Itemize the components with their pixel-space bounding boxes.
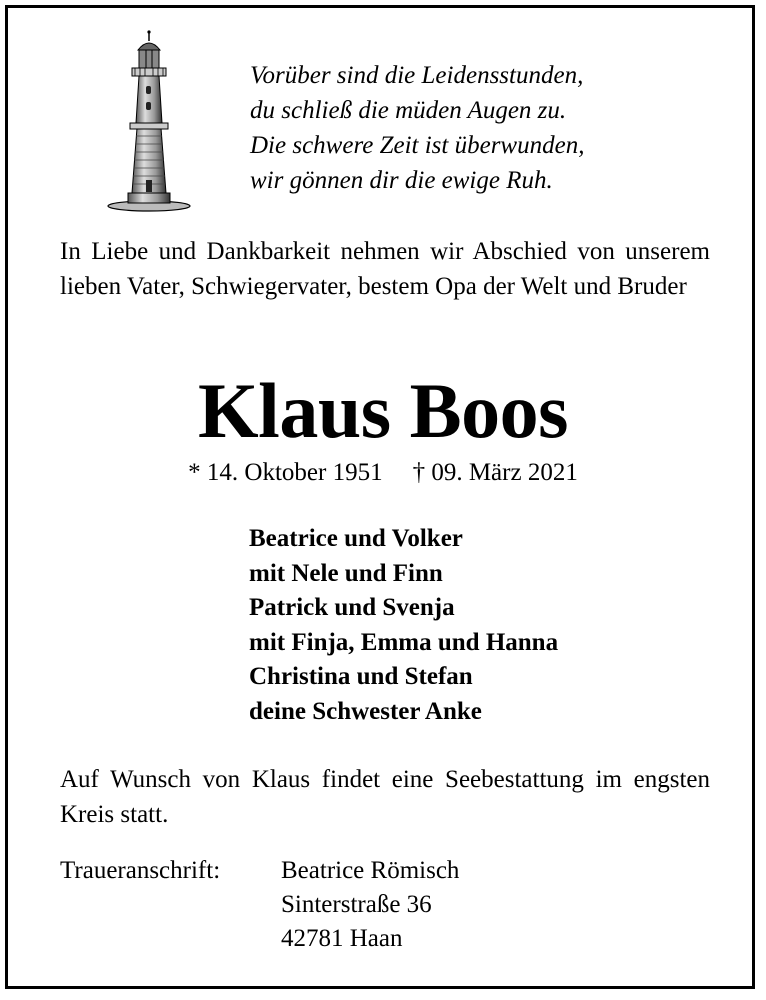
poem-line: du schließ die müden Augen zu. xyxy=(250,97,567,124)
mourner-line: Christina und Stefan xyxy=(249,663,473,690)
mourner-line: mit Nele und Finn xyxy=(249,559,443,587)
address-label: Traueranschrift: xyxy=(60,857,221,884)
poem-line: wir gönnen dir die ewige Ruh. xyxy=(250,167,553,194)
intro-text: In Liebe und Dankbarkeit nehmen wir Abschied von unserem lieben Vater, Schwiegervater, bestem Opa der Welt und Bruder xyxy=(60,238,710,300)
lighthouse-icon xyxy=(104,28,194,214)
birth-date: * 14. Oktober 1951 xyxy=(188,459,383,486)
poem-line: Vorüber sind die Leidensstunden, xyxy=(250,62,584,89)
mourner-line: mit Finja, Emma und Hanna xyxy=(249,628,559,656)
life-dates xyxy=(0,457,766,489)
mourners-list xyxy=(249,522,558,729)
mourner-line: deine Schwester Anke xyxy=(249,697,482,725)
poem-line: Die schwere Zeit ist überwunden, xyxy=(250,132,585,159)
address-line: 42781 Haan xyxy=(281,925,403,952)
poem xyxy=(250,58,584,198)
mourner-line: Beatrice und Volker xyxy=(249,525,463,552)
address-line: Beatrice Römisch xyxy=(281,857,460,884)
address-line: Sinterstraße 36 xyxy=(281,891,432,918)
deceased-name: Klaus Boos xyxy=(198,367,568,454)
mourner-line: Patrick und Svenja xyxy=(249,594,455,621)
mourning-address xyxy=(281,854,459,956)
funeral-wish: Auf Wunsch von Klaus findet eine Seebestattung im engsten Kreis statt. xyxy=(60,766,710,828)
death-date: † 09. März 2021 xyxy=(412,459,578,486)
